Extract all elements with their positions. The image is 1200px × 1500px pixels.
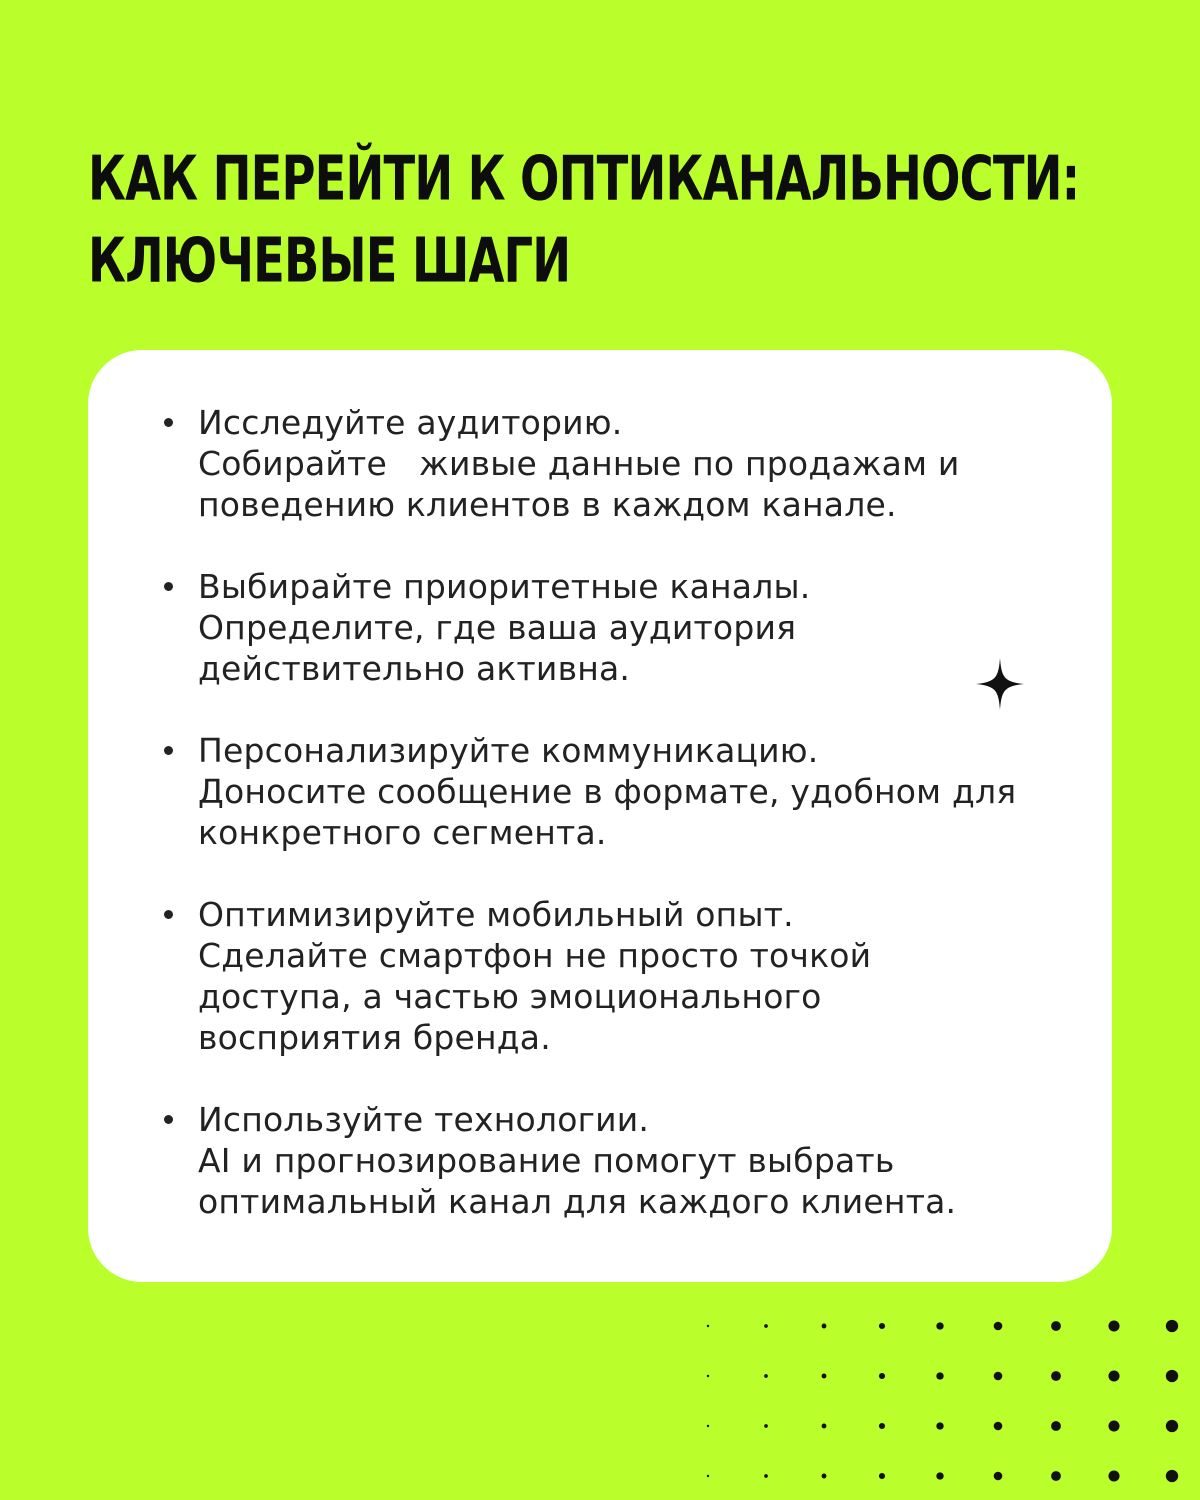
grid-dot [1108, 1470, 1119, 1481]
step-item-research [162, 402, 1022, 525]
step-heading: Оптимизируйте мобильный опыт. [198, 895, 794, 934]
grid-dot [1166, 1320, 1178, 1332]
grid-dot [1108, 1370, 1119, 1381]
grid-dot [879, 1423, 885, 1429]
grid-dot [764, 1474, 768, 1478]
grid-dot [822, 1474, 827, 1479]
grid-dot [764, 1324, 768, 1328]
grid-dot [994, 1322, 1003, 1331]
grid-dot [936, 1372, 943, 1379]
step-description: Сделайте смартфон не просто точкой доступа, а частью эмоционального восприятия бренда. [198, 936, 872, 1057]
grid-dot [707, 1475, 709, 1477]
steps-card [88, 350, 1112, 1282]
step-item-personalize [162, 730, 1022, 853]
grid-dot [1166, 1420, 1178, 1432]
four-point-star-icon [976, 658, 1024, 710]
grid-dot [1051, 1471, 1061, 1481]
grid-dot [822, 1374, 827, 1379]
step-item-channels [162, 566, 1022, 689]
title-line-1: КАК ПЕРЕЙТИ К ОПТИКАНАЛЬНОСТИ: [88, 142, 1080, 215]
grid-dot [936, 1422, 943, 1429]
grid-dot [822, 1324, 827, 1329]
grid-dot [707, 1325, 709, 1327]
grid-dot [879, 1373, 885, 1379]
grid-dot [936, 1322, 943, 1329]
steps-list [162, 402, 1022, 1263]
grid-dot [707, 1375, 709, 1377]
grid-dot [1108, 1320, 1119, 1331]
grid-dot [764, 1374, 768, 1378]
grid-dot [994, 1372, 1003, 1381]
step-item-technology [162, 1099, 1022, 1222]
step-heading: Выбирайте приоритетные каналы. [198, 567, 811, 606]
step-description: Определите, где ваша аудитория действительно активна. [198, 608, 797, 688]
grid-dot [1051, 1321, 1061, 1331]
grid-dot [879, 1323, 885, 1329]
grid-dot [764, 1424, 768, 1428]
step-heading: Персонализируйте коммуникацию. [198, 731, 819, 770]
grid-dot [994, 1422, 1003, 1431]
grid-dot [1166, 1470, 1178, 1482]
step-description: AI и прогнозирование помогут выбрать оптимальный канал для каждого клиента. [198, 1141, 957, 1221]
grid-dot [1051, 1371, 1061, 1381]
grid-dot [822, 1424, 827, 1429]
title-line-2: КЛЮЧЕВЫЕ ШАГИ [88, 224, 571, 297]
step-heading: Исследуйте аудиторию. [198, 403, 623, 442]
step-description: Собирайте живые данные по продажам и поведению клиентов в каждом канале. [198, 444, 960, 524]
dot-grid-pattern [700, 1312, 1200, 1500]
grid-dot [707, 1425, 709, 1427]
grid-dot [879, 1473, 885, 1479]
step-heading: Используйте технологии. [198, 1100, 650, 1139]
grid-dot [1108, 1420, 1119, 1431]
step-description: Доносите сообщение в формате, удобном для конкретного сегмента. [198, 772, 1017, 852]
grid-dot [1051, 1421, 1061, 1431]
grid-dot [936, 1472, 943, 1479]
grid-dot [1166, 1370, 1178, 1382]
step-item-mobile [162, 894, 1022, 1058]
grid-dot [994, 1472, 1003, 1481]
page-title [88, 138, 1080, 302]
